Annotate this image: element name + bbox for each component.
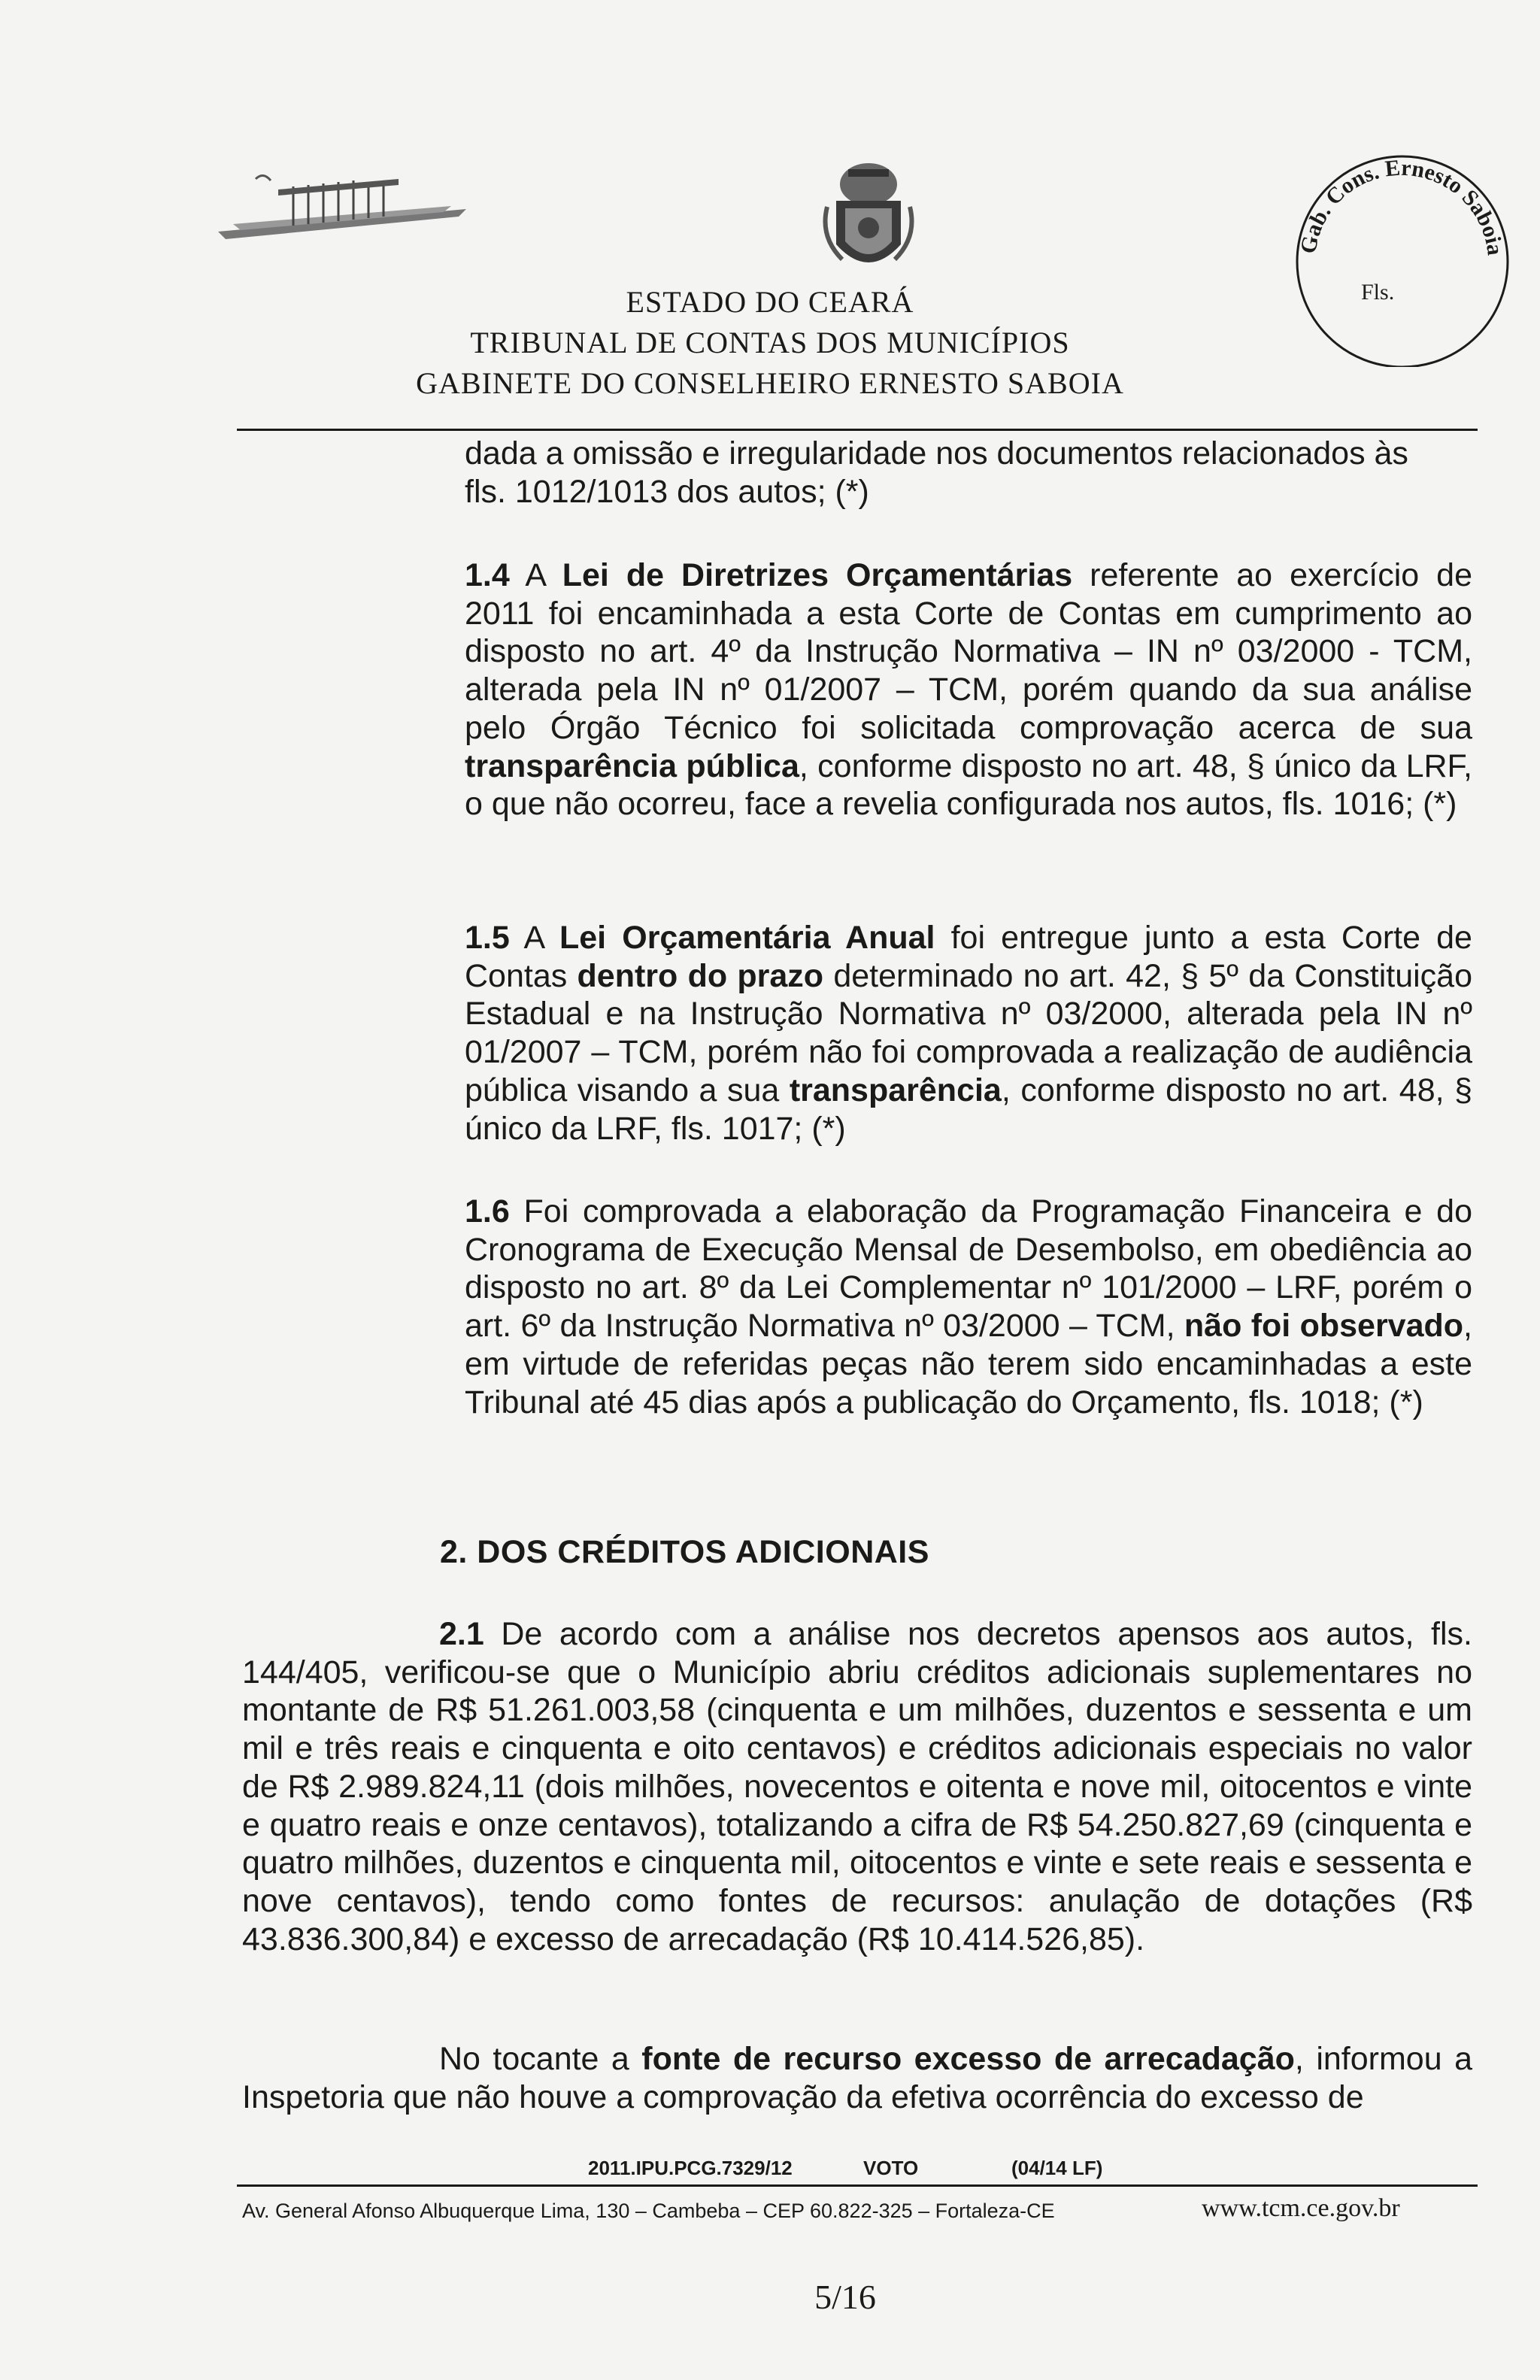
item-number: 2.1	[439, 1616, 484, 1652]
text: , conforme disposto no art. 48, § único da LRF, fls. 1017; (*)	[465, 1072, 1472, 1147]
paragraph-revenue-excess	[242, 2040, 1472, 2116]
emphasis: dentro do prazo	[577, 957, 824, 994]
footer-vote-label: VOTO	[863, 2157, 919, 2179]
item-number: 1.6	[465, 1193, 510, 1229]
emphasis: Lei de Diretrizes Orçamentárias	[562, 557, 1073, 593]
item-number: 1.5	[465, 920, 510, 956]
paragraph-omission	[465, 435, 1472, 511]
footer-rule	[237, 2184, 1478, 2187]
header-rule	[237, 429, 1478, 431]
footer-reference: (04/14 LF)	[1011, 2157, 1103, 2179]
footer-website: www.tcm.ce.gov.br	[1202, 2194, 1400, 2222]
text: , conforme disposto no art. 48, § único da LRF, o que não ocorreu, face a revelia configurada nos autos, fls. 1016; (*)	[465, 747, 1472, 823]
paragraph-1-4	[465, 556, 1472, 823]
header-cabinet: GABINETE DO CONSELHEIRO ERNESTO SABOIA	[416, 366, 1124, 400]
header-tribunal: TRIBUNAL DE CONTAS DOS MUNICÍPIOS	[470, 326, 1070, 359]
paragraph-2-1	[242, 1615, 1472, 1958]
item-number: 1.4	[465, 557, 510, 593]
emphasis: não foi observado	[1184, 1308, 1464, 1345]
tcm-building-logo	[211, 164, 474, 253]
paragraph-omission-line1: dada a omissão e irregularidade nos documentos relacionados às	[465, 435, 1408, 471]
paragraph-1-5	[465, 919, 1472, 1148]
text: determinado no art. 42, § 5º da Constituição Estadual e na Instrução Normativa nº 03/2000, alterada pela IN nº 01/2007 – TCM, porém não foi comprovada a realização de audiência pública visando a sua	[465, 957, 1473, 1108]
text: , em virtude de referidas peças não terem sido encaminhadas a este Tribunal até 45 dias após a publicação do Orçamento, fls. 1018; (*)	[465, 1308, 1472, 1420]
paragraph-omission-line2: fls. 1012/1013 dos autos; (*)	[465, 473, 869, 510]
emphasis: transparência pública	[465, 747, 799, 784]
footer-process-code: 2011.IPU.PCG.7329/12	[588, 2157, 793, 2179]
text: Foi comprovada a elaboração da Programação Financeira e do Cronograma de Execução Mensal de Desembolso, em obediência ao disposto no art. 8º da Lei Complementar nº 101/2000 – LRF, porém o art. 6º da Instrução Normativa nº 03/2000 – TCM,	[465, 1193, 1472, 1345]
header-state: ESTADO DO CEARÁ	[626, 285, 914, 319]
footer-address: Av. General Afonso Albuquerque Lima, 130 – Cambeba – CEP 60.822-325 – Fortaleza-CE	[242, 2200, 1055, 2222]
page-number: 5/16	[814, 2278, 876, 2316]
paragraph-1-6	[465, 1193, 1472, 1421]
cabinet-stamp	[1282, 141, 1515, 367]
emphasis: Lei Orçamentária Anual	[559, 920, 935, 956]
text: No tocante a	[439, 2041, 642, 2077]
stamp-ring-text: Gab. Cons. Ernesto Saboia	[1296, 155, 1508, 257]
emphasis: transparência	[789, 1072, 1002, 1108]
text: A	[509, 557, 562, 593]
text: foi entregue junto a esta Corte de Contas	[465, 920, 1472, 994]
ceara-coat-of-arms	[820, 154, 917, 282]
text: referente ao exercício de 2011 foi encaminhada a esta Corte de Contas em cumprimento ao disposto no art. 4º da Instrução Normativa – IN nº 03/2000 - TCM, alterada pela IN nº 01/2007 – TCM, porém quando da sua análise pelo Órgão Técnico foi solicitada comprovação acerca de sua	[465, 557, 1472, 746]
stamp-fls-label: Fls.	[1361, 280, 1395, 305]
text: De acordo com a análise nos decretos apensos aos autos, fls. 144/405, verificou-se que o Município abriu créditos adicionais suplementares no montante de R$ 51.261.003,58 (cinquenta e um milhões, duzentos e sessenta e um mil e três reais e cinquenta e oito centavos) e créditos adicionais especiais no valor de R$ 2.989.824,11 (dois milhões, novecentos e oitenta e nove mil, oitocentos e vinte e quatro reais e onze centavos), totalizando a cifra de R$ 54.250.827,69 (cinquenta e quatro milhões, duzentos e cinquenta mil, oitocentos e vinte e sete reais e sessenta e nove centavos), tendo como fontes de recursos: anulação de dotações (R$ 43.836.300,84) e excesso de arrecadação (R$ 10.414.526,85).	[242, 1616, 1472, 1957]
text: , informou a Inspetoria que não houve a comprovação da efetiva ocorrência do excesso de	[242, 2041, 1472, 2115]
text: A	[509, 920, 559, 956]
emphasis: fonte de recurso excesso de arrecadação	[641, 2041, 1295, 2077]
section-heading: 2. DOS CRÉDITOS ADICIONAIS	[440, 1534, 929, 1570]
